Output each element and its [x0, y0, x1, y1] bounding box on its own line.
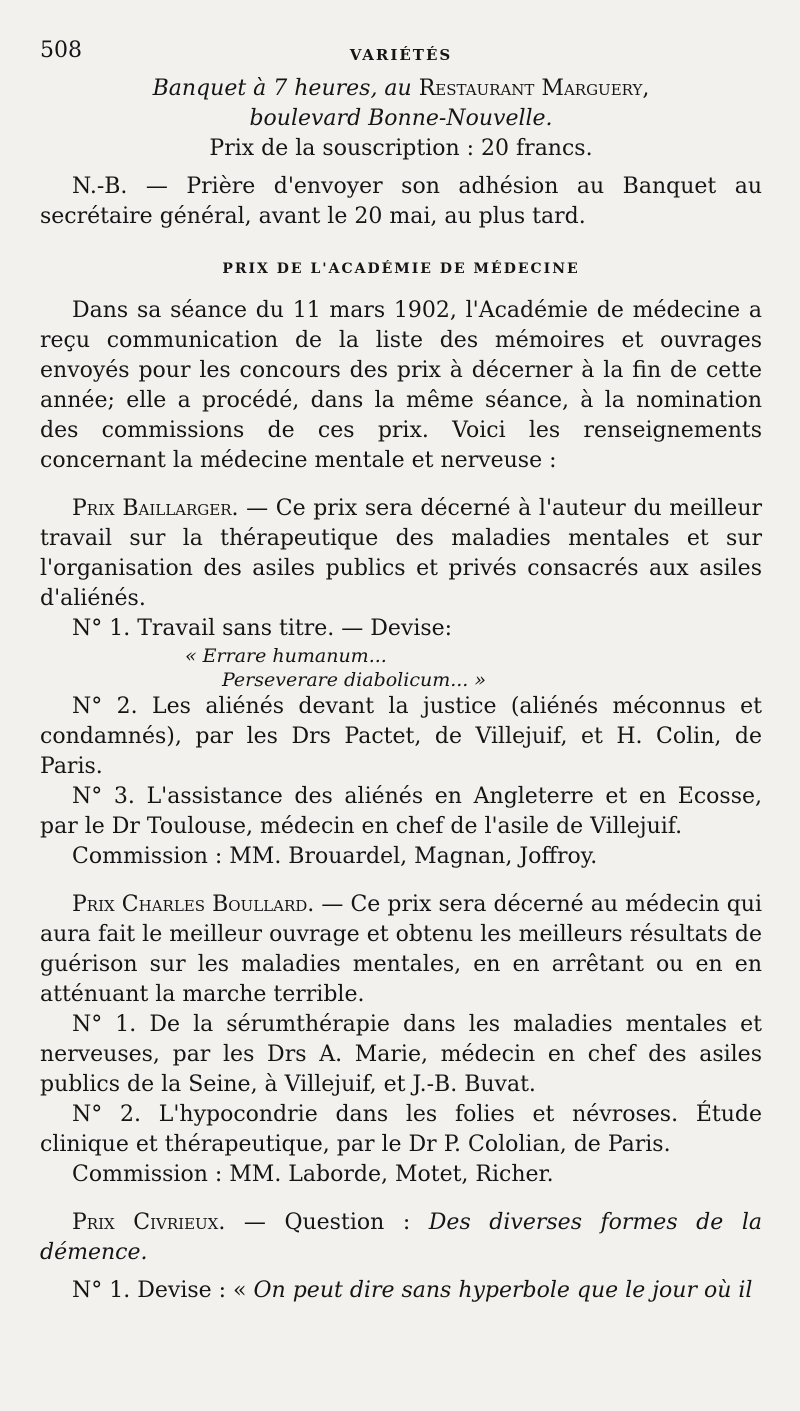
baillarger-entry-3: N° 3. L'assistance des aliénés en Angleterre et en Ecosse, par le Dr Toulouse, médecin en chef de l'asile de Villejuif.: [40, 784, 762, 839]
page-number: 508: [40, 38, 82, 63]
banquet-note: N.-B. — Prière d'envoyer son adhésion au Banquet au secrétaire général, avant le 20 mai, au plus tard.: [40, 174, 762, 229]
running-head: [40, 32, 762, 74]
section-title: PRIX DE L'ACADÉMIE DE MÉDECINE: [222, 261, 580, 277]
prize-name: Prix Baillarger.: [72, 496, 239, 521]
civrieux-entry-1: N° 1. Devise : « On peut dire sans hyperbole que le jour où il: [72, 1278, 753, 1303]
baillarger-commission: Commission : MM. Brouardel, Magnan, Joffroy.: [72, 844, 598, 869]
section-intro: Dans sa séance du 11 mars 1902, l'Académie de médecine a reçu communication de la liste des mémoires et ouvrages envoyés pour les concours des prix à décerner à la fin de cette année; elle a procédé, dans la même séance, à la nomination des commissions de ces prix. Voici les renseignements concernant la médecine mentale et nerveuse :: [40, 298, 762, 473]
boullard-commission: Commission : MM. Laborde, Motet, Richer.: [72, 1162, 554, 1187]
boullard-entry-2: N° 2. L'hypocondrie dans les folies et névroses. Étude clinique et thérapeutique, par le Dr P. Cololian, de Paris.: [40, 1102, 762, 1157]
baillarger-entry-2: N° 2. Les aliénés devant la justice (aliénés méconnus et condamnés), par les Drs Pactet, de Villejuif, et H. Colin, de Paris.: [40, 694, 762, 779]
prix-boullard: [40, 890, 762, 1190]
prix-civrieux: [40, 1208, 762, 1306]
banquet-line-2: boulevard Bonne-Nouvelle.: [249, 106, 553, 131]
prize-name: Prix Charles Boullard.: [72, 892, 315, 917]
devise-line-1: « Errare humanum...: [185, 645, 387, 667]
running-title: VARIÉTÉS: [349, 46, 453, 64]
banquet-line-1: Banquet à 7 heures, au Restaurant Marguery,: [152, 76, 650, 101]
civrieux-description: Prix Civrieux. — Question : Des diverses formes de la démence.: [40, 1210, 762, 1265]
boullard-entry-1: N° 1. De la sérumthérapie dans les maladies mentales et nerveuses, par les Drs A. Marie, médecin en chef des asiles publics de la Seine, à Villejuif, et J.-B. Buvat.: [40, 1012, 762, 1097]
baillarger-entry-1: N° 1. Travail sans titre. — Devise:: [72, 616, 453, 641]
banquet-block: [40, 74, 762, 232]
prix-baillarger: [40, 494, 762, 872]
devise-line-2: Perseverare diabolicum... »: [222, 669, 487, 691]
banquet-price: Prix de la souscription : 20 francs.: [209, 136, 593, 161]
boullard-description: Prix Charles Boullard. — Ce prix sera décerné au médecin qui aura fait le meilleur ouvrage et obtenu les meilleurs résultats de guérison sur les maladies mentales, en en arrêtant ou en en atténuant la marche terrible.: [40, 892, 763, 1007]
prize-name: Prix Civrieux.: [72, 1210, 226, 1235]
baillarger-description: Prix Baillarger. — Ce prix sera décerné à l'auteur du meilleur travail sur la thérapeutique des maladies mentales et sur l'organisation des asiles publics et privés consacrés aux asiles d'aliénés.: [40, 496, 763, 611]
